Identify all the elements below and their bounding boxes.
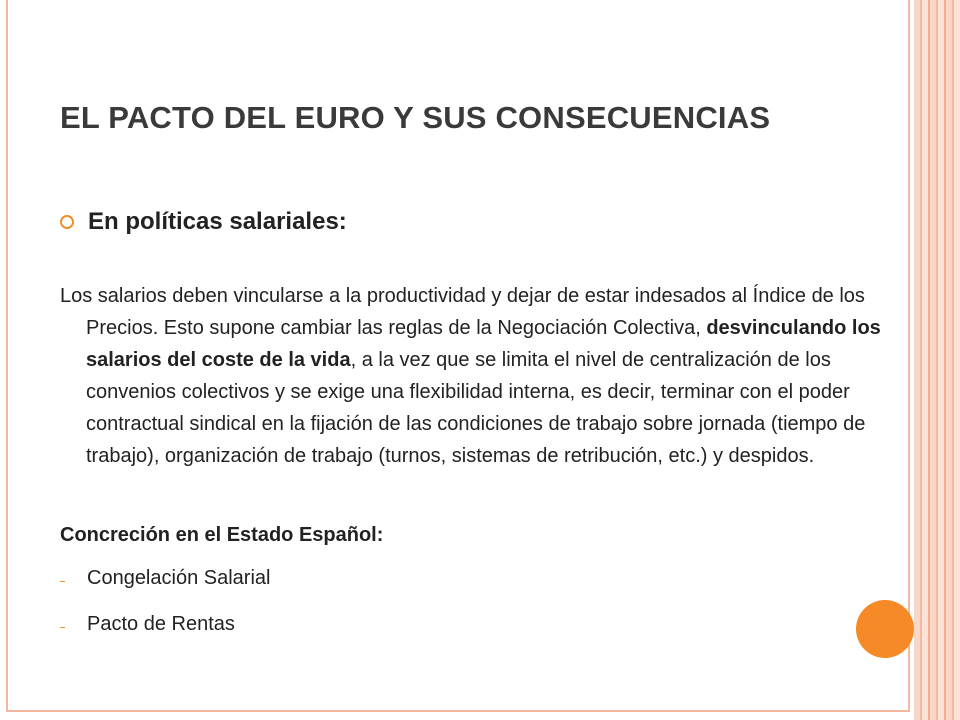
dash-bullet-icon: [60, 627, 65, 628]
circle-bullet-icon: [60, 215, 74, 229]
measures-list: [60, 562, 270, 654]
paragraph-text-1: Los salarios deben vincularse a la productividad y dejar de estar indesados al Índice de los Precios. Esto supone cambiar las reglas de la Negociación Colectiva,: [60, 285, 865, 339]
dash-bullet-icon: [60, 581, 65, 582]
bullet-heading: En políticas salariales:: [88, 208, 347, 235]
paragraph-bold-text: desvinculando los salarios del coste de la vida: [86, 317, 881, 371]
list-item: [60, 608, 270, 640]
list-item-text: Pacto de Rentas: [87, 612, 235, 635]
list-item-text: Congelación Salarial: [87, 566, 271, 589]
subheading: Concreción en el Estado Español:: [60, 524, 384, 546]
paragraph-text-2: , a la vez que se limita el nivel de centralización de los convenios colectivos y se exige una flexibilidad interna, es decir, terminar con el poder contractual sindical en la fijación de las condiciones de trabajo sobre jornada (tiempo de trabajo), organización de trabajo (turnos, sistemas de retribución, etc.) y despidos.: [86, 349, 866, 467]
body-paragraph: [60, 280, 926, 472]
decorative-orange-circle: [856, 600, 914, 658]
list-item: [60, 562, 270, 594]
slide-title: EL PACTO DEL EURO Y SUS CONSECUENCIAS: [60, 100, 771, 135]
bullet-heading-row: [60, 208, 347, 236]
